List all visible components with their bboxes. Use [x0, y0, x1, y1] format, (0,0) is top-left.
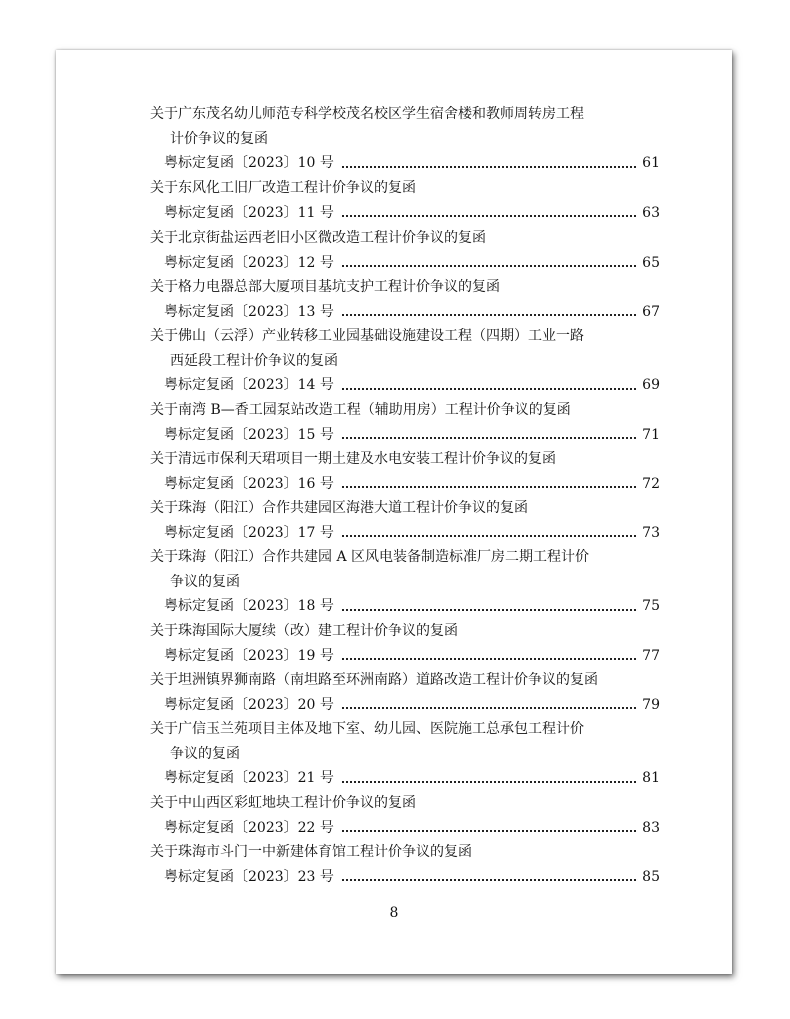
toc-entry-reference	[150, 693, 660, 718]
toc-entry-title-line: 关于中山西区彩虹地块工程计价争议的复函	[150, 795, 416, 811]
toc-entry[interactable]	[150, 275, 660, 324]
toc-entry-title-line: 关于广信玉兰苑项目主体及地下室、幼儿园、医院施工总承包工程计价	[150, 721, 584, 737]
toc-entry-reference	[150, 766, 660, 791]
document-code: 粤标定复函〔2023〕10 号	[164, 155, 334, 172]
page-reference: 69	[642, 377, 660, 394]
toc-entry-title	[150, 102, 660, 151]
toc-entry-title-line: 关于广东茂名幼儿师范专科学校茂名校区学生宿舍楼和教师周转房工程	[150, 106, 584, 122]
toc-entry[interactable]	[150, 717, 660, 791]
dot-leader	[342, 265, 636, 267]
page-reference: 61	[642, 155, 660, 172]
page-reference: 72	[642, 475, 660, 492]
toc-entry[interactable]	[150, 545, 660, 619]
page-reference: 79	[642, 696, 660, 713]
toc-entry-title-line: 关于珠海市斗门一中新建体育馆工程计价争议的复函	[150, 844, 472, 860]
document-code: 粤标定复函〔2023〕18 号	[164, 598, 334, 615]
page-reference: 81	[642, 770, 660, 787]
toc-entry-title	[150, 275, 660, 300]
toc-entry-title-line: 关于佛山（云浮）产业转移工业园基础设施建设工程（四期）工业一路	[150, 328, 584, 344]
toc-entry-title-line: 关于南湾 B—香工园泵站改造工程（辅助用房）工程计价争议的复函	[150, 402, 571, 418]
toc-entry-reference	[150, 865, 660, 890]
toc-entry-title-line: 计价争议的复函	[170, 130, 268, 147]
toc-entry-title-line: 关于珠海（阳江）合作共建园区海港大道工程计价争议的复函	[150, 500, 528, 516]
document-code: 粤标定复函〔2023〕11 号	[164, 204, 334, 221]
toc-entry-reference	[150, 594, 660, 619]
dot-leader	[342, 658, 636, 660]
dot-leader	[342, 486, 636, 488]
toc-entry-reference	[150, 201, 660, 226]
dot-leader	[342, 388, 636, 390]
toc-entry-reference	[150, 251, 660, 276]
toc-entry[interactable]	[150, 791, 660, 840]
toc-entry[interactable]	[150, 619, 660, 668]
page-reference: 67	[642, 303, 660, 320]
toc-entry-title	[150, 668, 660, 693]
document-code: 粤标定复函〔2023〕22 号	[164, 819, 334, 836]
page-reference: 85	[642, 868, 660, 885]
document-code: 粤标定复函〔2023〕17 号	[164, 524, 334, 541]
toc-entry-title-line: 关于珠海国际大厦续（改）建工程计价争议的复函	[150, 623, 458, 639]
toc-entry-title-line: 关于清远市保利天珺项目一期土建及水电安装工程计价争议的复函	[150, 451, 556, 467]
page-number: 8	[389, 905, 399, 921]
dot-leader	[342, 781, 636, 783]
toc-entry-title	[150, 619, 660, 644]
toc-entry-title-line: 争议的复函	[170, 573, 240, 590]
document-code: 粤标定复函〔2023〕16 号	[164, 475, 334, 492]
toc-entry-title-line: 关于北京街盐运西老旧小区微改造工程计价争议的复函	[150, 230, 486, 246]
toc-entry-title	[150, 226, 660, 251]
page-reference: 73	[642, 524, 660, 541]
dot-leader	[342, 535, 636, 537]
document-code: 粤标定复函〔2023〕12 号	[164, 254, 334, 271]
toc-entry-reference	[150, 373, 660, 398]
toc-entry[interactable]	[150, 226, 660, 275]
page-reference: 65	[642, 254, 660, 271]
toc-entry-reference	[150, 472, 660, 497]
document-code: 粤标定复函〔2023〕23 号	[164, 868, 334, 885]
toc-entry-title	[150, 398, 660, 423]
toc-entry-title-line: 关于格力电器总部大厦项目基坑支护工程计价争议的复函	[150, 279, 500, 295]
page-reference: 83	[642, 819, 660, 836]
toc-entry-title-line: 西延段工程计价争议的复函	[170, 352, 338, 369]
page-reference: 77	[642, 647, 660, 664]
toc-entry[interactable]	[150, 668, 660, 717]
toc-entry[interactable]	[150, 447, 660, 496]
dot-leader	[342, 830, 636, 832]
toc-entry-title	[150, 840, 660, 865]
toc-entry-title	[150, 324, 660, 373]
toc-entry-title	[150, 791, 660, 816]
dot-leader	[342, 609, 636, 611]
dot-leader	[342, 314, 636, 316]
document-code: 粤标定复函〔2023〕14 号	[164, 377, 334, 394]
dot-leader	[342, 879, 636, 881]
toc-entry-title	[150, 496, 660, 521]
toc-entry-title	[150, 717, 660, 766]
toc-entry-title	[150, 545, 660, 594]
dot-leader	[342, 215, 636, 217]
document-code: 粤标定复函〔2023〕19 号	[164, 647, 334, 664]
page-reference: 71	[642, 426, 660, 443]
toc-entry[interactable]	[150, 324, 660, 398]
document-code: 粤标定复函〔2023〕20 号	[164, 696, 334, 713]
toc-entry-reference	[150, 644, 660, 669]
toc-entry-title	[150, 447, 660, 472]
toc-entry[interactable]	[150, 398, 660, 447]
toc-entry-title-line: 关于珠海（阳江）合作共建园 A 区风电装备制造标准厂房二期工程计价	[150, 549, 590, 565]
document-code: 粤标定复函〔2023〕13 号	[164, 303, 334, 320]
document-page	[56, 50, 732, 974]
page-reference: 63	[642, 204, 660, 221]
toc-entry-title-line: 关于坦洲镇界狮南路（南坦路至环洲南路）道路改造工程计价争议的复函	[150, 672, 598, 688]
toc-entry-reference	[150, 816, 660, 841]
toc-entry[interactable]	[150, 102, 660, 176]
page-reference: 75	[642, 598, 660, 615]
document-code: 粤标定复函〔2023〕15 号	[164, 426, 334, 443]
toc-entry-reference	[150, 521, 660, 546]
dot-leader	[342, 707, 636, 709]
toc-entry-title-line: 争议的复函	[170, 745, 240, 762]
document-code: 粤标定复函〔2023〕21 号	[164, 770, 334, 787]
toc-entry-reference	[150, 151, 660, 176]
toc-entry[interactable]	[150, 496, 660, 545]
toc-entry-reference	[150, 423, 660, 448]
dot-leader	[342, 437, 636, 439]
toc-entry-title	[150, 176, 660, 201]
dot-leader	[342, 166, 636, 168]
toc-entry[interactable]	[150, 176, 660, 225]
toc-entry-title-line: 关于东风化工旧厂改造工程计价争议的复函	[150, 180, 416, 196]
toc-entry-reference	[150, 300, 660, 325]
toc-entry[interactable]	[150, 840, 660, 889]
